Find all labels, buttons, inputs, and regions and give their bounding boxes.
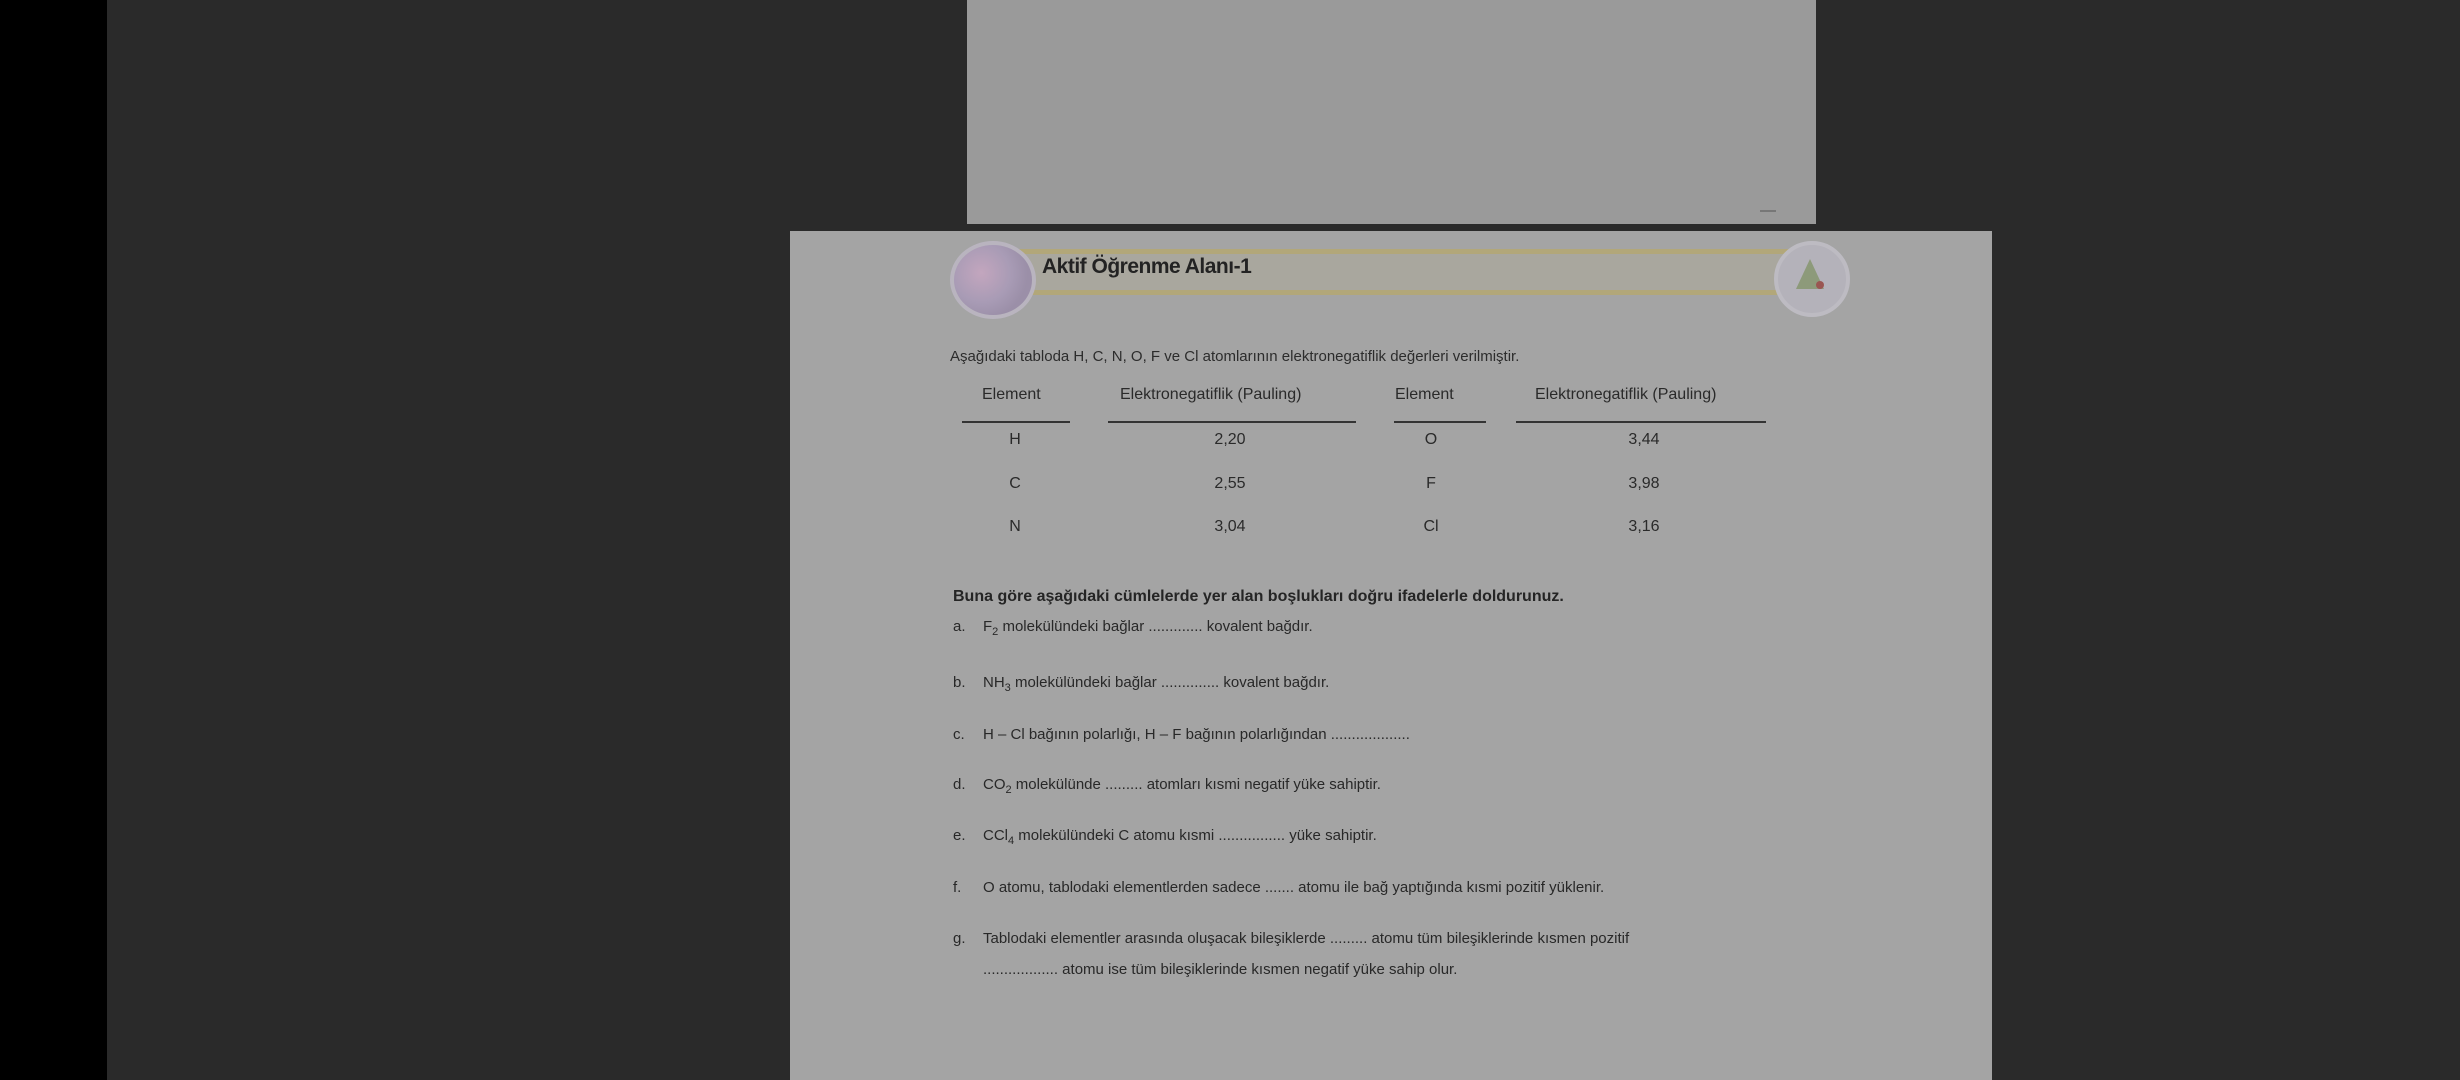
table-cell: F xyxy=(1426,475,1436,492)
header-rule xyxy=(1108,421,1356,423)
list-item: a. $F_2$ molekülündeki bağlar ............. kovalent bağdır. xyxy=(953,618,1313,638)
table-header-en-1: Elektronegatiflik (Pauling) xyxy=(1120,386,1302,403)
page-mark xyxy=(1760,210,1776,212)
flask-icon xyxy=(1774,241,1850,317)
list-item: e. CCl$_4$ molekülündeki C atomu kısmi ................ yüke sahiptir. xyxy=(953,827,1377,847)
list-item: b. $NH_3$ molekülündeki bağlar .............. kovalent bağdır. xyxy=(953,674,1330,694)
table-cell: 3,98 xyxy=(1628,475,1660,492)
list-item: g. Tablodaki elementler arasında oluşacak bileşiklerde ......... atomu tüm bileşiklerinde kısmen pozitif xyxy=(953,930,1630,947)
list-item: .................. atomu ise tüm bileşiklerinde kısmen negatif yüke sahip olur. xyxy=(983,961,1458,978)
table-cell: H xyxy=(1009,431,1021,448)
list-item: d. $CO_2$ molekülünde ......... atomları kısmi negatif yüke sahiptir. xyxy=(953,776,1381,796)
left-black-bar xyxy=(0,0,107,1080)
previous-page xyxy=(967,0,1816,224)
table-cell: C xyxy=(1009,475,1021,492)
table-cell: 3,04 xyxy=(1214,518,1246,535)
question-text: Buna göre aşağıdaki cümlelerde yer alan boşlukları doğru ifadelerle doldurunuz. xyxy=(953,588,1564,605)
image-viewer xyxy=(107,0,2460,1080)
header-rule xyxy=(1516,421,1766,423)
banner-title: Aktif Öğrenme Alanı-1 xyxy=(1042,255,1252,278)
header-rule xyxy=(1394,421,1486,423)
table-cell: 3,16 xyxy=(1628,518,1660,535)
document-page xyxy=(790,231,1992,1080)
list-item: c. H – Cl bağının polarlığı, H – F bağının polarlığından ................... xyxy=(953,726,1410,743)
section-banner xyxy=(950,241,1850,297)
table-header-element-1: Element xyxy=(982,386,1041,403)
table-cell: O xyxy=(1424,431,1438,448)
table-cell: 2,20 xyxy=(1214,431,1246,448)
table-header-en-2: Elektronegatiflik (Pauling) xyxy=(1535,386,1717,403)
header-rule xyxy=(962,421,1070,423)
intro-text: Aşağıdaki tabloda H, C, N, O, F ve Cl atomlarının elektronegatiflik değerleri verilmiştir. xyxy=(950,348,1520,365)
list-item: f. O atomu, tablodaki elementlerden sadece ....... atomu ile bağ yaptığında kısmi pozitif yüklenir. xyxy=(953,879,1605,896)
table-cell: Cl xyxy=(1423,518,1439,535)
table-cell: N xyxy=(1009,518,1021,535)
table-cell: 2,55 xyxy=(1214,475,1246,492)
table-header-element-2: Element xyxy=(1395,386,1454,403)
table-cell: 3,44 xyxy=(1628,431,1660,448)
banner-left-emblem xyxy=(950,241,1036,319)
